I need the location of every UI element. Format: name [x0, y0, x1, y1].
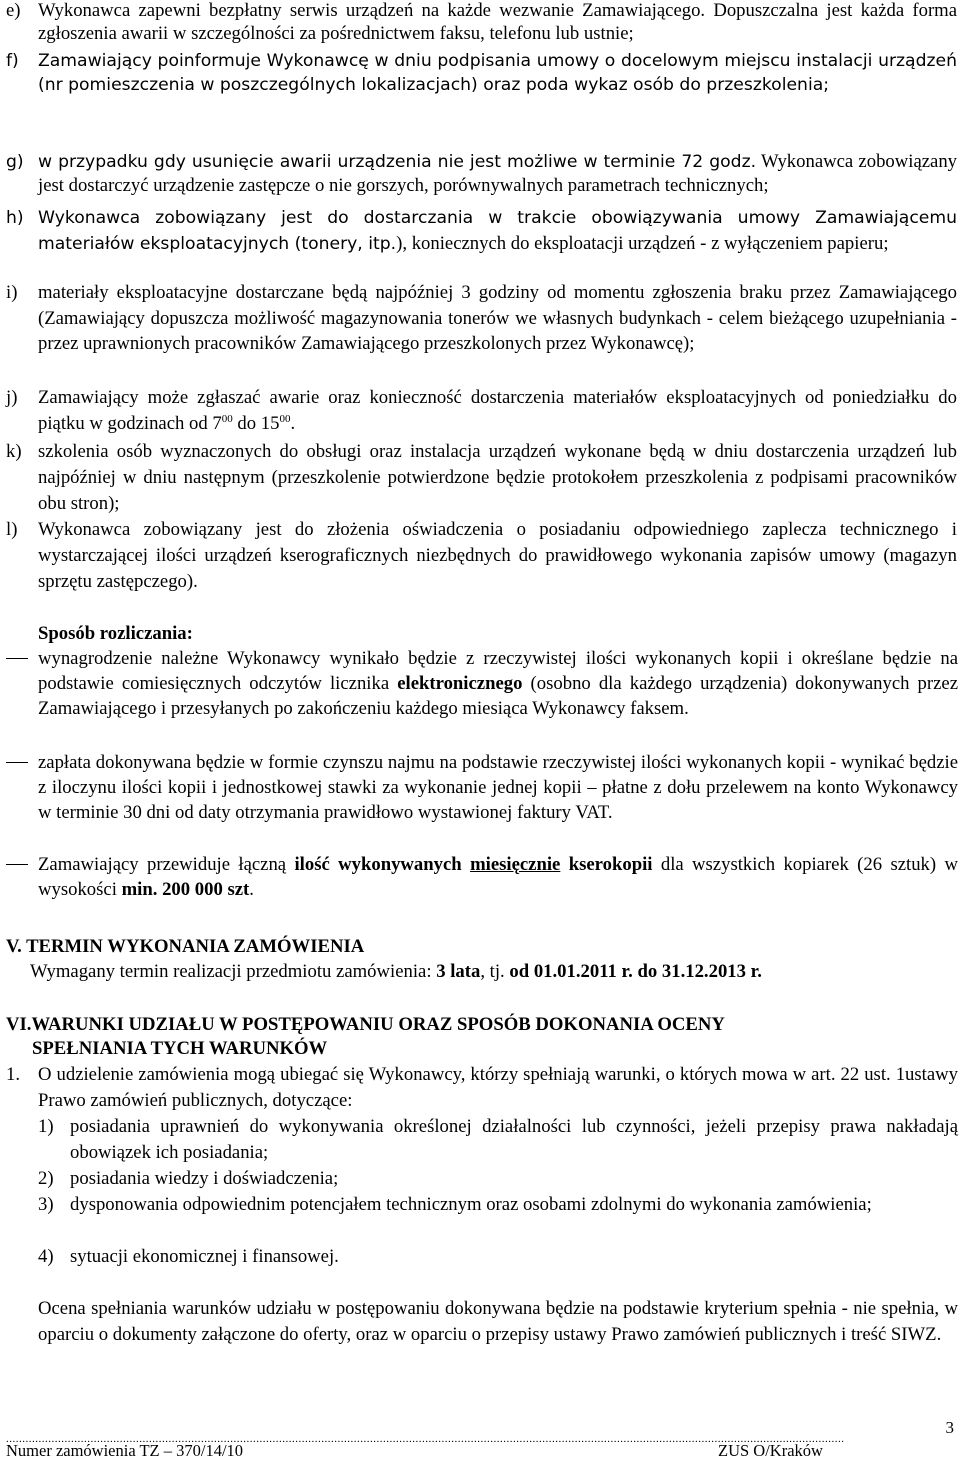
text-part: Zamawiający przewiduje łączną [38, 854, 295, 875]
item-label: 1) [38, 1116, 54, 1137]
title-line: VI.WARUNKI UDZIAŁU W POSTĘPOWANIU ORAZ SPOSÓB DOKONANIA OCENY [6, 1014, 725, 1035]
list-item-k [6, 439, 957, 517]
text-bold: 3 lata [436, 961, 481, 982]
section-title-v: V. TERMIN WYKONANIA ZAMÓWIENIA [6, 936, 365, 957]
text-bold: elektronicznego [397, 673, 523, 694]
sub-item [38, 1192, 958, 1218]
text-bold: ilość wykonywanych [294, 854, 471, 875]
text-bold: kserokopii [560, 854, 653, 875]
text-part: . [249, 879, 254, 900]
title-line: SPEŁNIANIA TYCH WARUNKÓW [32, 1038, 328, 1059]
item-text [38, 385, 957, 437]
item-text-part: ), koniecznych do eksploatacji urządzeń - z wyłączeniem papieru; [396, 233, 889, 254]
text-bold-underlined: miesięcznie [470, 854, 561, 875]
list-item-h [6, 206, 957, 257]
text-part: , tj. [480, 961, 510, 982]
item-text: Wykonawca zobowiązany jest do złożenia oświadczenia o posiadaniu odpowiedniego zaplecza technicznego i wystarczającej ilości urządzeń kserograficznych niezbędnych do prawidłowego wykonania zapisów umowy (magazyn sprzętu zastępczego). [38, 519, 957, 592]
item-text: dysponowania odpowiednim potencjałem technicznym oraz osobami zdolnymi do wykonania zamówienia; [70, 1194, 872, 1215]
list-item-l [6, 517, 957, 595]
list-item-j [6, 385, 957, 437]
item-label: 4) [38, 1246, 54, 1267]
section-title-vi [6, 1013, 958, 1061]
list-item-i [6, 280, 957, 357]
dash-item-text: zapłata dokonywana będzie w formie czynszu najmu na podstawie rzeczywistej ilości wykonanych kopii - wynikać będzie z iloczynu ilości kopii i jednostkowej stawki za wykonanie jednej kopii – płatne z dołu przelewem na konto Wykonawcy w terminie 30 dni od daty otrzymania prawidłowo wystawionej faktury VAT. [38, 752, 958, 823]
item-label: h) [6, 208, 24, 228]
dash-item-text [38, 646, 958, 721]
ocena-paragraph: Ocena spełniania warunków udziału w postępowaniu dokonywana będzie na podstawie kryterium spełnia - nie spełnia, w oparciu o dokumenty załączone do oferty, oraz w oparciu o przepisy ustawy Prawo zamówień publicznych i treść SIWZ. [38, 1298, 958, 1345]
item-text [38, 206, 957, 257]
item-text: materiały eksploatacyjne dostarczane będą najpóźniej 3 godziny od momentu zgłoszenia braku przez Zamawiającego (Zamawiający dopuszcza możliwość magazynowania tonerów we własnych budynkach - celem bieżącego uzupełniania - przez uprawnionych pracowników Zamawiającego przeszkolonych przez Wykonawcę); [38, 282, 957, 354]
superscript: 00 [221, 412, 233, 425]
item-text-part: do 15 [232, 413, 280, 434]
item-label: g) [6, 152, 24, 172]
text-part: Wymagany termin realizacji przedmiotu zamówienia: [30, 961, 437, 982]
item-label: 1. [6, 1064, 21, 1085]
item-text: Zamawiający poinformuje Wykonawcę w dniu podpisania umowy o docelowym miejscu instalacji urządzeń (nr pomieszczenia w poszczególnych lokalizacjach) oraz poda wykaz osób do przeszkolenia; [38, 51, 957, 95]
item-label: i) [6, 282, 18, 303]
item-text: sytuacji ekonomicznej i finansowej. [70, 1246, 339, 1267]
footer-institution: ZUS O/Kraków [718, 1441, 823, 1460]
dash-list-item [6, 852, 958, 902]
item-label: f) [6, 51, 19, 71]
text-bold: min. 200 000 szt [121, 879, 250, 900]
list-item-f [6, 50, 957, 97]
term-line [30, 960, 762, 984]
sub-item [38, 1114, 958, 1166]
item-label: e) [6, 0, 21, 21]
sub-item [38, 1244, 958, 1270]
dash-bullet [6, 852, 38, 902]
item-label: k) [6, 441, 22, 462]
item-text: szkolenia osób wyznaczonych do obsługi oraz instalacja urządzeń wykonane będą w dniu dostarczenia urządzeń lub najpóźniej w dniu następnym (przeszkolenie potwierdzone będzie protokołem przeszkolenia z podpisami pracowników obu stron); [38, 441, 957, 514]
item-text-part: Zamawiający może zgłaszać awarie oraz konieczność dostarczenia materiałów eksploatacyjnych od poniedziałku do piątku w godzinach od 7 [38, 387, 957, 434]
section-heading-rozliczanie: Sposób rozliczania: [38, 623, 193, 644]
list-item-e [6, 0, 957, 45]
superscript: 00 [279, 412, 291, 425]
footer-dotted-rule: .................................................................................................................................................................................................................................................................. [6, 1433, 845, 1445]
item-text [38, 150, 957, 198]
page-number: 3 [945, 1418, 954, 1437]
dash-item-text [38, 852, 958, 902]
item-text-part: Wykonawca zobowiązany jest do dostarczania w trakcie obowiązywania umowy Zamawiającemu materiałów eksploatacyjnych (tonery, itp. [38, 208, 957, 254]
item-text-part: w przypadku gdy usunięcie awarii urządzenia nie jest możliwe w terminie 72 godz. [38, 152, 757, 172]
text-part: wynagrodzenie należne Wykonawcy wynikało będzie z rzeczywistej ilości wykonanych kopii i określane będzie na podstawie comiesięcznych odczytów licznika [38, 648, 958, 694]
item-text: posiadania wiedzy i doświadczenia; [70, 1168, 339, 1189]
item-text: posiadania uprawnień do wykonywania określonej działalności lub czynności, jeżeli przepisy prawa nakładają obowiązek ich posiadania; [70, 1116, 958, 1163]
item-text-part: Wykonawca zobowiązany jest dostarczyć urządzenie zastępcze o nie gorszych, porównywalnych parametrach technicznych; [38, 151, 958, 196]
dash-bullet [6, 646, 38, 721]
dash-list-item [6, 750, 958, 825]
item-text: O udzielenie zamówienia mogą ubiegać się Wykonawcy, którzy spełniają warunki, o których mowa w art. 22 ust. 1ustawy Prawo zamówień publicznych, dotyczące: [38, 1064, 958, 1111]
item-text: Wykonawca zapewni bezpłatny serwis urządzeń na każde wezwanie Zamawiającego. Dopuszczalna jest każda forma zgłoszenia awarii w szczególności za pośrednictwem faksu, telefonu lub ustnie; [38, 0, 957, 44]
list-item-g [6, 150, 957, 198]
item-label: j) [6, 387, 18, 408]
item-label: 2) [38, 1168, 54, 1189]
text-part: (osobno dla każdego urządzenia) dokonywanych przez Zamawiającego i przesyłanych po zakończeniu każdego miesiąca Wykonawcy faksem. [38, 673, 959, 719]
numbered-item-1 [6, 1062, 958, 1114]
sub-item [38, 1166, 958, 1192]
footer-order-number: Numer zamówienia TZ – 370/14/10 [6, 1441, 244, 1460]
item-label: 3) [38, 1194, 54, 1215]
item-label: l) [6, 519, 18, 540]
text-bold: od 01.01.2011 r. do 31.12.2013 r. [509, 961, 762, 982]
item-text-part: . [290, 413, 296, 434]
dash-list-item [6, 646, 958, 721]
text-part: dla wszystkich kopiarek (26 sztuk) w wysokości [38, 854, 958, 900]
dash-bullet [6, 750, 38, 825]
